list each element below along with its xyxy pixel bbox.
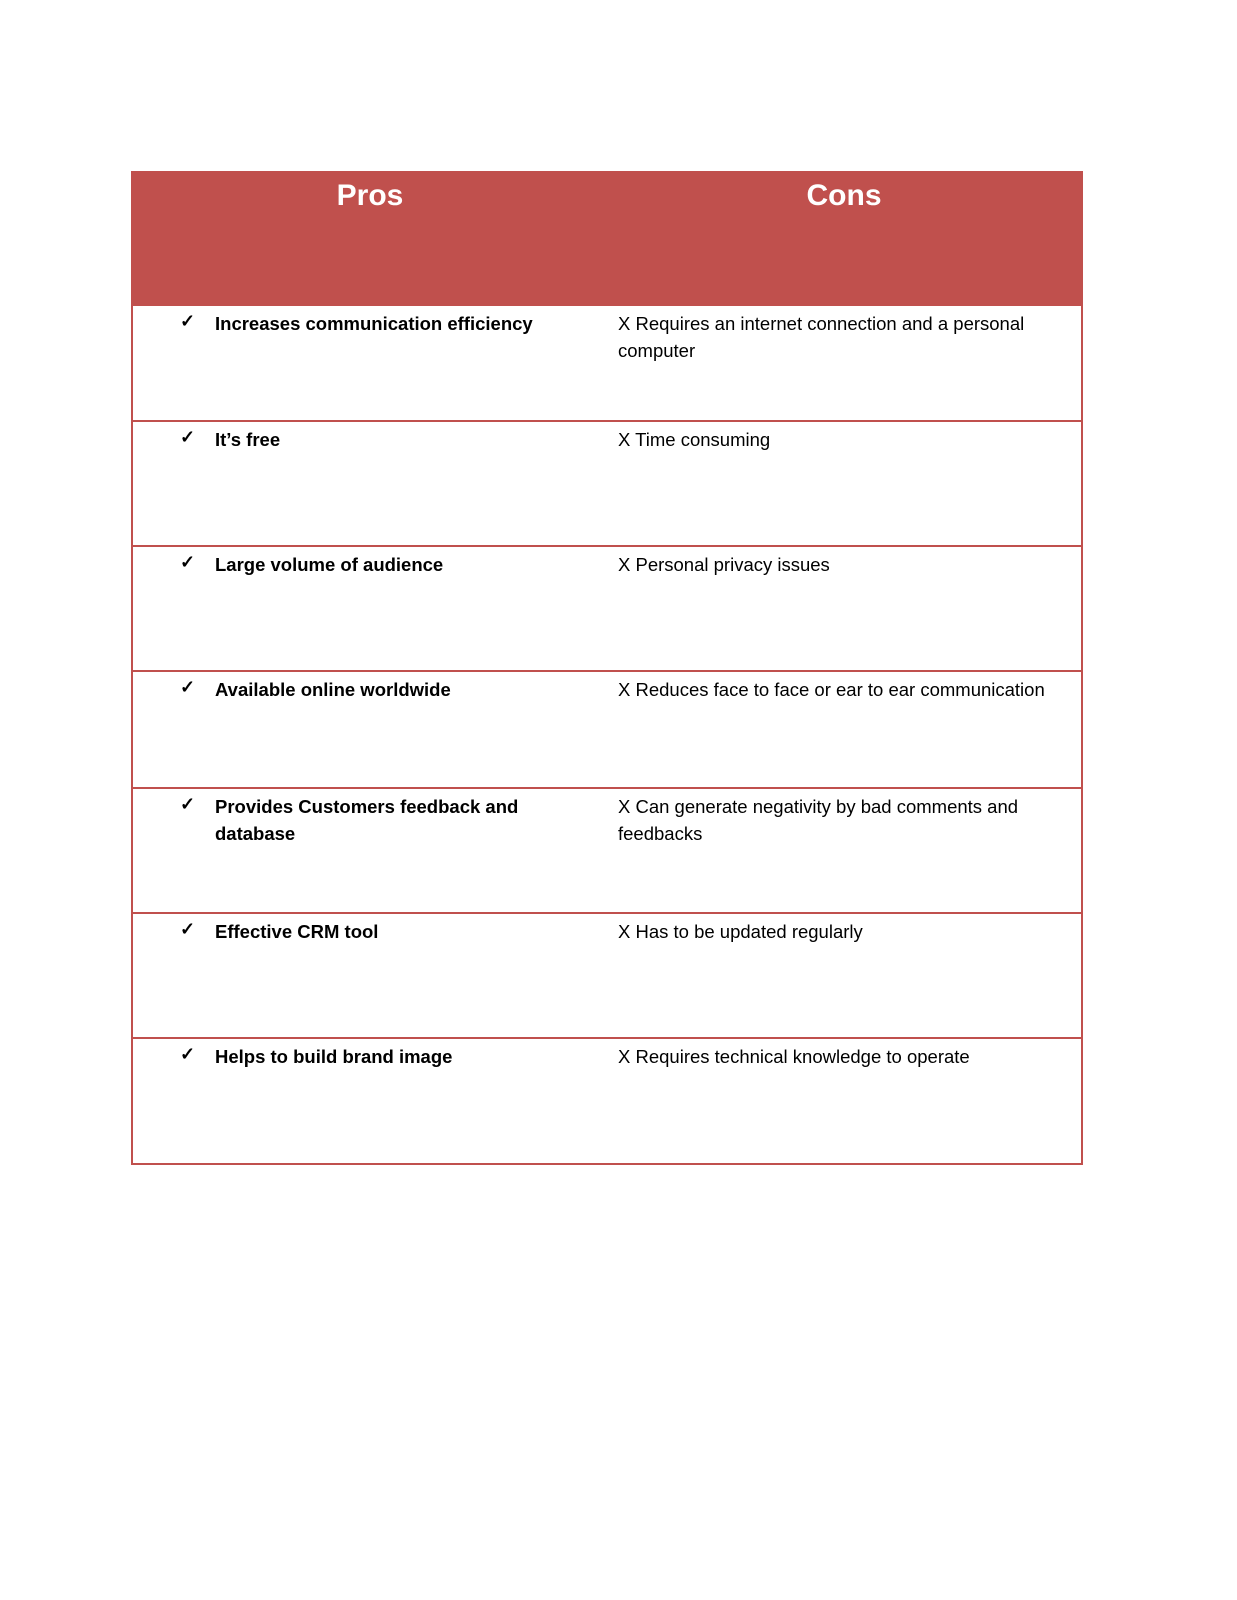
pro-text: Provides Customers feedback and database [215,796,519,844]
con-text: X Requires an internet connection and a personal computer [618,313,1025,361]
con-cell [607,789,1081,912]
pro-text: It’s free [215,429,281,450]
pro-cell [133,1039,607,1163]
pro-cell [133,672,607,787]
con-cell [607,306,1081,420]
pro-cell [133,914,607,1037]
con-text: X Time consuming [618,429,771,450]
checkmark-icon: ✓ [180,1044,196,1064]
con-text: X Personal privacy issues [618,554,830,575]
table-row [133,306,1081,422]
checkmark-icon: ✓ [180,311,196,331]
table-row [133,672,1081,789]
pros-cons-table [131,171,1083,1165]
checkmark-icon: ✓ [180,794,196,814]
pro-text: Increases communication efficiency [215,313,533,334]
pro-cell [133,422,607,545]
con-cell [607,914,1081,1037]
cons-heading: Cons [806,179,882,212]
table-row [133,789,1081,914]
con-cell [607,422,1081,545]
table-header [133,171,1081,306]
con-text: X Requires technical knowledge to operate [618,1046,970,1067]
pro-text: Helps to build brand image [215,1046,453,1067]
pro-cell [133,789,607,912]
table-row [133,547,1081,672]
checkmark-icon: ✓ [180,919,196,939]
pro-cell [133,547,607,670]
pro-cell [133,306,607,420]
con-cell [607,672,1081,787]
pro-text: Large volume of audience [215,554,444,575]
table-row [133,1039,1081,1163]
con-cell [607,1039,1081,1163]
pro-text: Effective CRM tool [215,921,379,942]
checkmark-icon: ✓ [180,677,196,697]
checkmark-icon: ✓ [180,552,196,572]
con-cell [607,547,1081,670]
con-text: X Reduces face to face or ear to ear communication [618,679,1045,700]
pro-text: Available online worldwide [215,679,451,700]
con-text: X Has to be updated regularly [618,921,863,942]
table-row [133,422,1081,547]
table-row [133,914,1081,1039]
pros-heading: Pros [336,179,404,212]
checkmark-icon: ✓ [180,427,196,447]
con-text: X Can generate negativity by bad comments and feedbacks [618,796,1019,844]
